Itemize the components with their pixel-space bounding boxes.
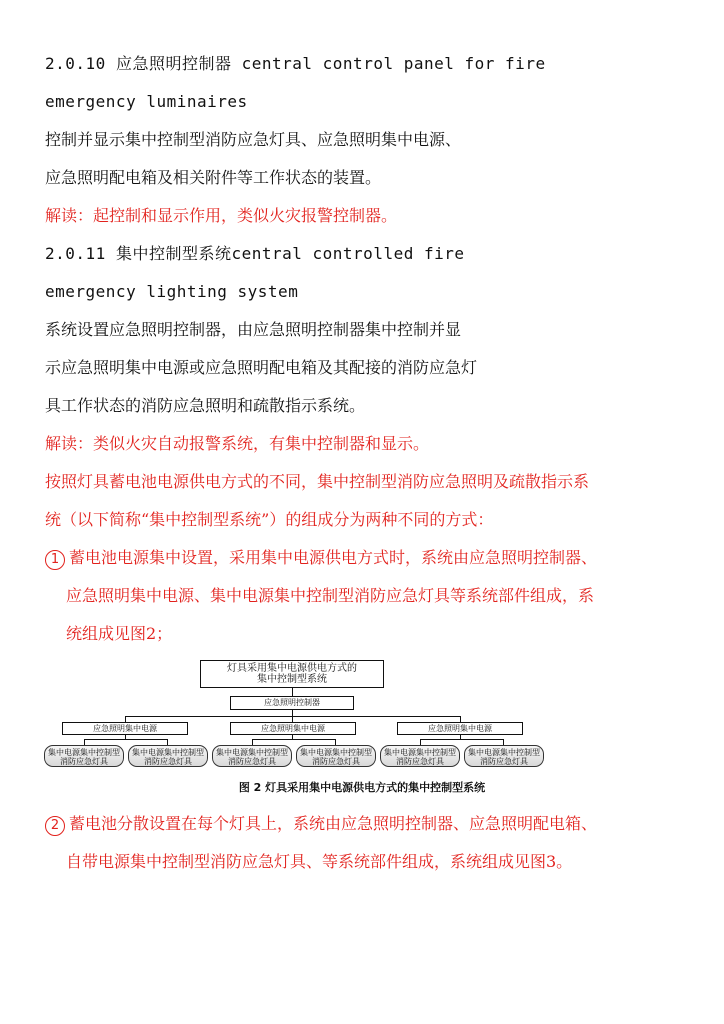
system-composition-diagram xyxy=(40,650,680,770)
term-chinese: 集中控制型系统 xyxy=(115,244,232,263)
term-english-continued: emergency lighting system xyxy=(45,282,299,301)
lamp-node xyxy=(296,745,376,767)
list-item-text: 应急照明集中电源、集中电源集中控制型消防应急灯具等系统部件组成，系 xyxy=(66,586,595,605)
connector-line xyxy=(420,739,504,740)
lamp-node-label: 集中电源集中控制型 xyxy=(384,748,456,757)
definition-text: 系统设置应急照明控制器，由应急照明控制器集中控制并显 xyxy=(45,320,462,339)
circled-number-marker: 2 xyxy=(45,816,65,836)
term-english: central controlled fire xyxy=(231,244,465,263)
circled-number-marker: 1 xyxy=(45,550,65,570)
lamp-node xyxy=(44,745,124,767)
section-number: 2.0.11 xyxy=(45,244,106,263)
lamp-node-label: 消防应急灯具 xyxy=(312,757,360,766)
definition-text: 应急照明配电箱及相关附件等工作状态的装置。 xyxy=(45,168,382,187)
list-item-1 xyxy=(45,548,597,570)
lamp-node-label: 集中电源集中控制型 xyxy=(48,748,120,757)
central-power-unit-box: 应急照明集中电源 xyxy=(397,722,523,735)
connector-line xyxy=(252,739,336,740)
diagram-title-box xyxy=(200,660,384,688)
term-english: central control panel for fire xyxy=(241,54,546,73)
intro-text: 统（以下简称“集中控制型系统”）的组成分为两种不同的方式： xyxy=(45,510,494,529)
annotation-note: 解读：类似火灾自动报警系统，有集中控制器和显示。 xyxy=(45,434,430,453)
list-item-text: 蓄电池电源集中设置，采用集中电源供电方式时，系统由应急照明控制器、 xyxy=(69,548,598,567)
lamp-node-label: 集中电源集中控制型 xyxy=(300,748,372,757)
lamp-node xyxy=(128,745,208,767)
definition-text: 具工作状态的消防应急照明和疏散指示系统。 xyxy=(45,396,366,415)
list-item-text: 蓄电池分散设置在每个灯具上，系统由应急照明控制器、应急照明配电箱、 xyxy=(69,814,598,833)
lamp-node-label: 集中电源集中控制型 xyxy=(132,748,204,757)
lamp-node-label: 消防应急灯具 xyxy=(144,757,192,766)
connector-line xyxy=(84,739,168,740)
list-item-text: 自带电源集中控制型消防应急灯具、等系统部件组成，系统组成见图3。 xyxy=(66,852,573,871)
connector-line xyxy=(292,688,293,696)
lamp-node-label: 消防应急灯具 xyxy=(228,757,276,766)
lamp-node-label: 消防应急灯具 xyxy=(60,757,108,766)
term-chinese: 应急照明控制器 xyxy=(115,54,232,73)
central-power-unit-box: 应急照明集中电源 xyxy=(62,722,188,735)
list-item-2 xyxy=(45,814,597,836)
definition-text: 控制并显示集中控制型消防应急灯具、应急照明集中电源、 xyxy=(45,130,462,149)
lamp-node xyxy=(380,745,460,767)
controller-box: 应急照明控制器 xyxy=(230,696,354,710)
term-english-continued: emergency luminaires xyxy=(45,92,248,111)
lamp-node-label: 消防应急灯具 xyxy=(396,757,444,766)
lamp-node-label: 消防应急灯具 xyxy=(480,757,528,766)
definition-2-0-11-title xyxy=(45,244,465,264)
lamp-node-label: 集中电源集中控制型 xyxy=(468,748,540,757)
lamp-node xyxy=(464,745,544,767)
connector-line xyxy=(125,716,461,717)
diagram-title-line: 灯具采用集中电源供电方式的 xyxy=(227,663,357,674)
lamp-node-label: 集中电源集中控制型 xyxy=(216,748,288,757)
diagram-title-line: 集中控制型系统 xyxy=(257,674,327,685)
intro-text: 按照灯具蓄电池电源供电方式的不同，集中控制型消防应急照明及疏散指示系 xyxy=(45,472,590,491)
lamp-node xyxy=(212,745,292,767)
list-item-text: 统组成见图2； xyxy=(66,624,173,643)
figure-caption: 图 2 灯具采用集中电源供电方式的集中控制型系统 xyxy=(238,781,486,794)
definition-text: 示应急照明集中电源或应急照明配电箱及其配接的消防应急灯 xyxy=(45,358,478,377)
annotation-note: 解读：起控制和显示作用，类似火灾报警控制器。 xyxy=(45,206,398,225)
central-power-unit-box: 应急照明集中电源 xyxy=(230,722,356,735)
section-number: 2.0.10 xyxy=(45,54,106,73)
definition-2-0-10-title xyxy=(45,54,546,74)
